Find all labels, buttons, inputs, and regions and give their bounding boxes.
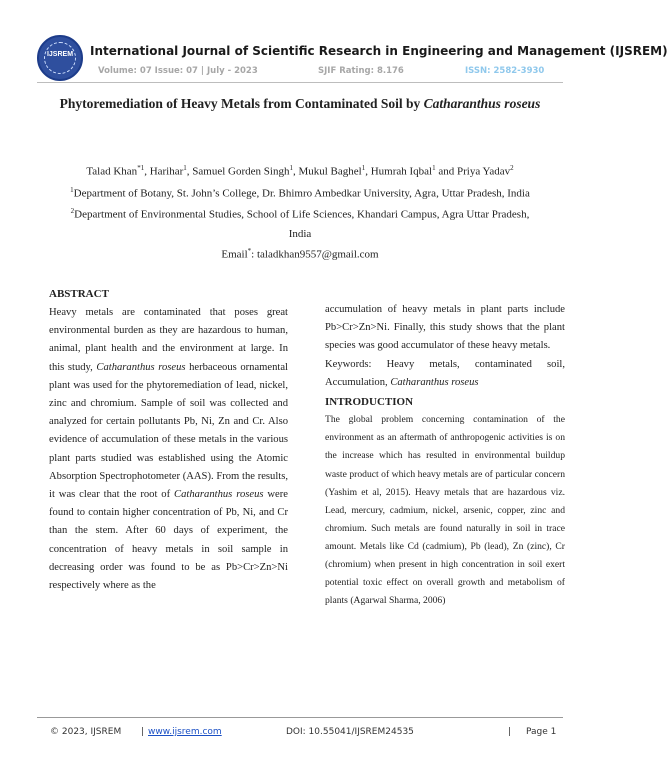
affil-marker: 2 bbox=[70, 207, 75, 215]
copyright: © 2023, IJSREM bbox=[50, 727, 122, 737]
author: Talad Khan bbox=[86, 165, 138, 178]
journal-link[interactable]: www.ijsrem.com bbox=[148, 727, 222, 737]
title-text: Phytoremediation of Heavy Metals from Contaminated Soil by bbox=[59, 96, 424, 111]
logo-ring bbox=[44, 42, 76, 74]
affiliation-2 bbox=[0, 207, 600, 221]
affil-text: Department of Environmental Studies, School of Life Sciences, Khandari Campus, Agra Uttar Pradesh, bbox=[74, 208, 530, 221]
species-name: Catharanthus roseus bbox=[174, 489, 264, 501]
author-list bbox=[0, 164, 600, 178]
footer-divider bbox=[37, 717, 563, 718]
affiliation-1 bbox=[0, 186, 600, 200]
volume-issue: Volume: 07 Issue: 07 | July - 2023 bbox=[98, 66, 258, 76]
author: , Mukul Baghel bbox=[292, 165, 362, 178]
keywords-text: Keywords: Heavy metals, contaminated soil, Accumulation, bbox=[325, 358, 565, 388]
introduction-heading: INTRODUCTION bbox=[325, 396, 414, 409]
paper-title bbox=[0, 96, 600, 112]
abstract-paragraph bbox=[49, 304, 288, 595]
sjif-rating: SJIF Rating: 8.176 bbox=[318, 66, 404, 76]
author-affil: *1 bbox=[137, 164, 145, 172]
author-affil: 1 bbox=[432, 164, 436, 172]
abstract-text: were found to contain higher concentration of Pb, Ni, and Cr than the stem. After 60 days of experiment, the concentration of heavy metals in soil sample in decreasing order was found to be as Pb>Cr>Zn>Ni respectively where as the bbox=[49, 489, 288, 592]
title-species: Catharanthus roseus bbox=[423, 96, 541, 111]
logo-text: IJSREM bbox=[46, 51, 74, 58]
keywords bbox=[325, 356, 565, 392]
footer-separator: | bbox=[508, 727, 512, 737]
author-affil: 2 bbox=[510, 164, 514, 172]
author: and Priya Yadav bbox=[435, 165, 511, 178]
footer-separator: | bbox=[141, 727, 145, 737]
affiliation-2-cont: India bbox=[288, 228, 312, 240]
email-line bbox=[0, 247, 600, 261]
journal-url[interactable] bbox=[148, 727, 222, 737]
abstract-heading: ABSTRACT bbox=[49, 288, 109, 300]
header-divider bbox=[37, 82, 563, 83]
doi: DOI: 10.55041/IJSREM24535 bbox=[286, 727, 414, 737]
page-number: Page 1 bbox=[526, 727, 557, 737]
author: , Humrah Iqbal bbox=[365, 165, 433, 178]
affil-marker: 1 bbox=[70, 186, 74, 194]
right-column bbox=[325, 301, 565, 610]
email-address[interactable]: : taladkhan9557@gmail.com bbox=[251, 248, 379, 261]
issn: ISSN: 2582-3930 bbox=[465, 66, 545, 76]
affil-text: Department of Botany, St. John’s College, Dr. Bhimro Ambedkar University, Agra, Uttar Pradesh, India bbox=[73, 187, 530, 200]
author-affil: 1 bbox=[289, 164, 293, 172]
author: , Samuel Gorden Singh bbox=[186, 165, 290, 178]
species-name: Catharanthus roseus bbox=[96, 361, 186, 373]
journal-logo bbox=[37, 35, 83, 81]
keywords-species: Catharanthus roseus bbox=[390, 376, 479, 388]
author-affil: 1 bbox=[183, 164, 187, 172]
author-affil: 1 bbox=[361, 164, 366, 172]
abstract-text: herbaceous ornamental plant was used for the phytoremediation of lead, nickel, zinc and chromium. Sample of soil was collected and analyzed for certain pollutants Pb, Ni, Zn and Cr. Also evidence of accumulation of these metals in the various plant parts studied was established using the Atomic Absorption Spectrophotometer (AAS). From the results, it was clear that the root of bbox=[49, 361, 288, 501]
journal-title: International Journal of Scientific Research in Engineering and Management (IJSREM) bbox=[90, 44, 668, 58]
abstract-body bbox=[49, 304, 288, 595]
email-label: Email bbox=[221, 248, 248, 261]
email-marker: * bbox=[247, 247, 252, 255]
author: , Harihar bbox=[144, 165, 184, 178]
abstract-continued: accumulation of heavy metals in plant parts include Pb>Cr>Zn>Ni. Finally, this study shows that the plant species was good accumulator of these heavy metals. bbox=[325, 304, 565, 352]
abstract-text: Heavy metals are contaminated that poses great environmental burden as they are hazardous to human, animal, plant health and the environment at large. In this study, bbox=[49, 307, 288, 373]
introduction-text: The global problem concerning contamination of the environment as an aftermath of anthropogenic activities is on the increase which has resulted in environmental buildup waste product of which heavy metals are of particular concern (Yashim et al, 2015). Heavy metals that are hazardous viz. Lead, mercury, cadmium, nickel, arsenic, copper, zinc and chromium. Such metals are found naturally in soil in trace amount. Metals like Cd (cadmium), Pb (lead), Zn (zinc), Cr (chromium) when present in high concentration in soil exert potential toxic effect on overall growth and metabolism of plants (Agarwal Sharma, 2006) bbox=[325, 414, 565, 607]
